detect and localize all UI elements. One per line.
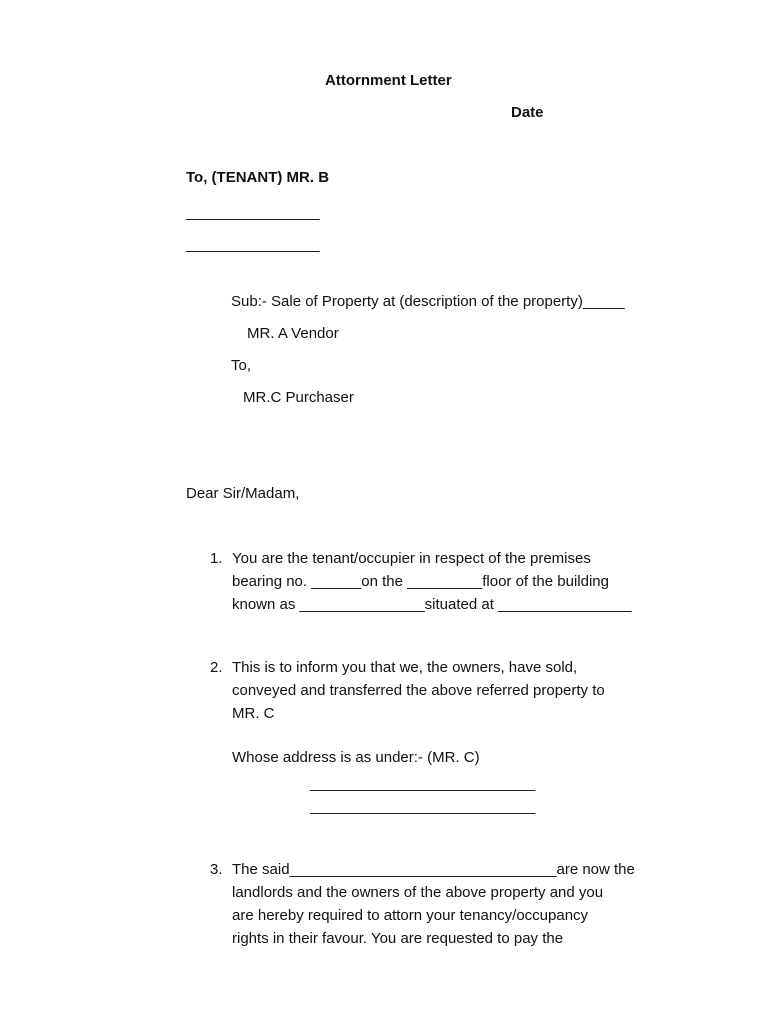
item-line: This is to inform you that we, the owners, have sold, [232,659,578,676]
item-line: conveyed and transferred the above referred property to [232,682,605,699]
date-label: Date [511,104,544,121]
subject-to: To, [231,357,252,374]
item-line: known as _______________situated at ________________ [232,596,632,613]
item-line: bearing no. ______on the _________floor of the building [232,573,609,590]
recipient-line: To, (TENANT) MR. B [186,169,330,186]
item-line: MR. C [232,705,275,722]
address-blank-1: ________________ [186,204,320,221]
item-line: landlords and the owners of the above property and you [232,884,604,901]
address-label: Whose address is as under:- (MR. C) [232,749,480,766]
purchaser-address-blank-1: ___________________________ [310,775,536,792]
item-line: are hereby required to attorn your tenancy/occupancy [232,907,589,924]
document-title: Attornment Letter [325,72,452,89]
address-blank-2: ________________ [186,236,320,253]
item-line: The said________________________________are now the [232,861,635,878]
purchaser-address-blank-2: ___________________________ [310,798,536,815]
item-number: 2. [210,659,223,676]
subject-purchaser: MR.C Purchaser [243,389,354,406]
item-number: 3. [210,861,223,878]
item-line: rights in their favour. You are requested to pay the [232,930,564,947]
salutation: Dear Sir/Madam, [186,485,300,502]
item-line: You are the tenant/occupier in respect of the premises [232,550,591,567]
subject-vendor: MR. A Vendor [247,325,339,342]
subject-line: Sub:- Sale of Property at (description of the property)_____ [231,293,625,310]
item-number: 1. [210,550,223,567]
